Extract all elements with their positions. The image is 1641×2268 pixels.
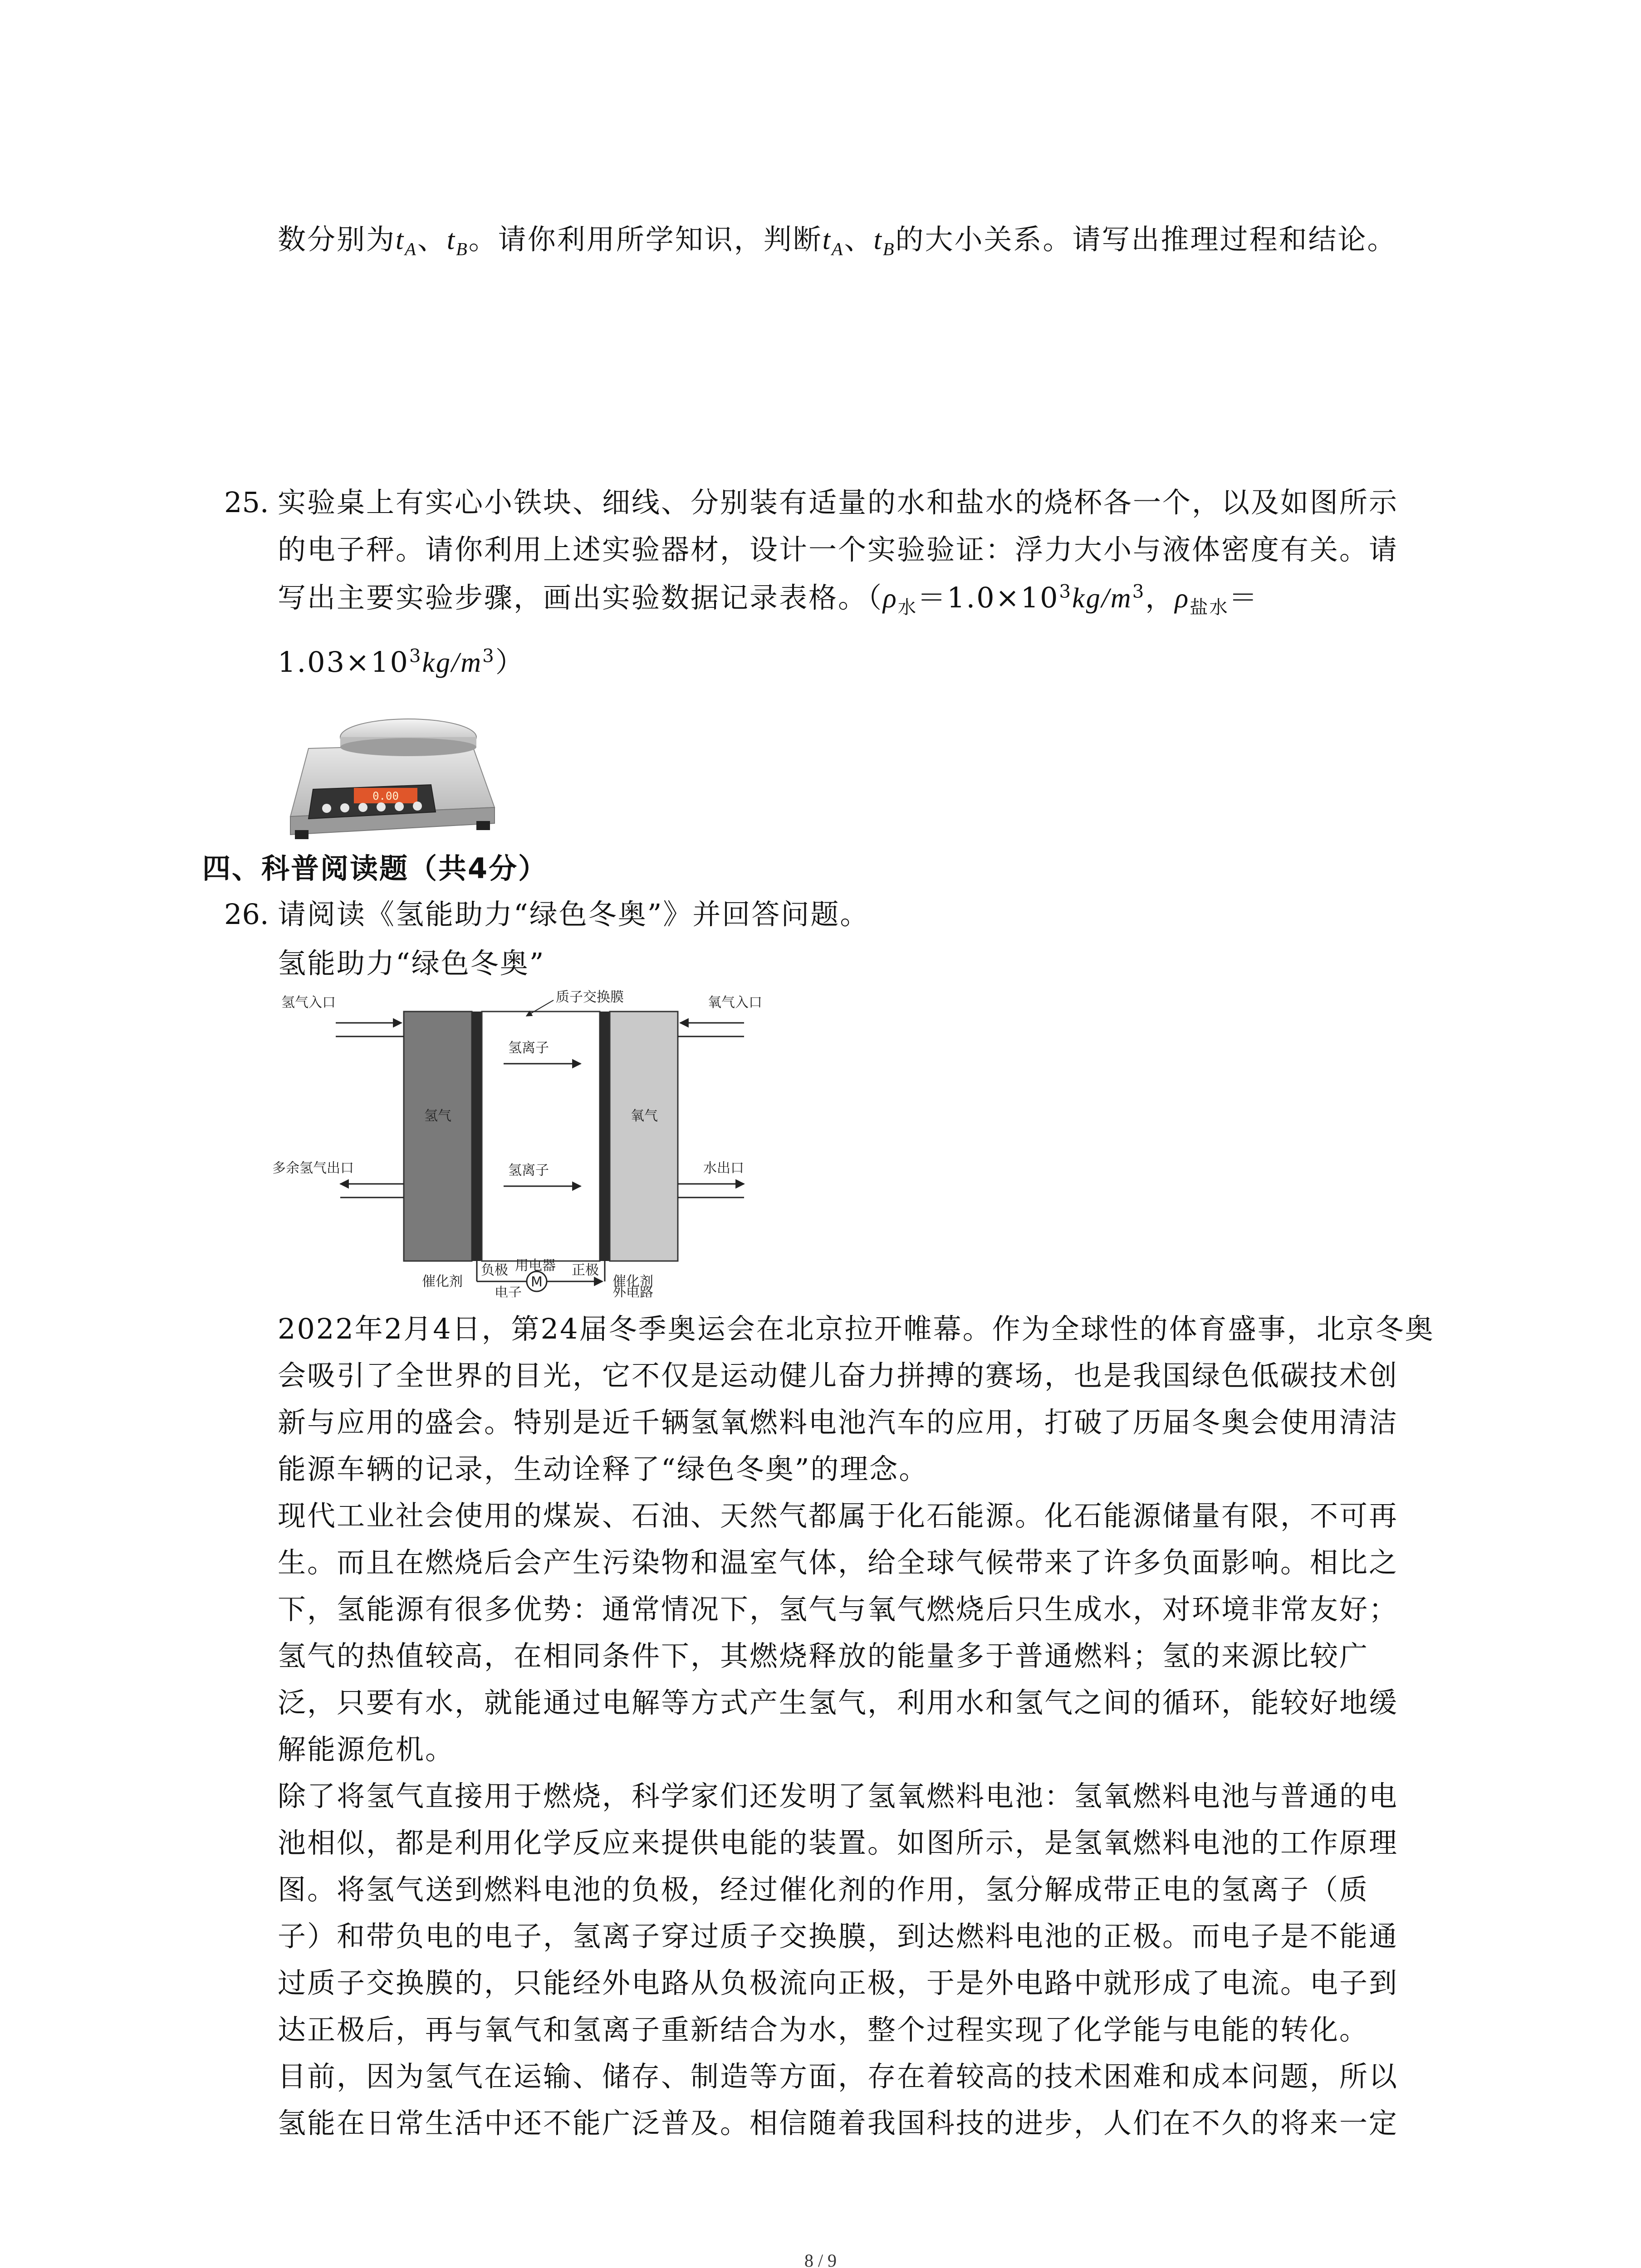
q25-number: 25. bbox=[224, 486, 269, 519]
appliance-label: 用电器 bbox=[515, 1258, 556, 1274]
article-line: 子）和带负电的电子，氢离子穿过质子交换膜，到达燃料电池的正极。而电子是不能通 bbox=[278, 1920, 1399, 1953]
oxygen-chamber-label: 氧气 bbox=[631, 1108, 658, 1124]
article-line: 目前，因为氢气在运输、储存、制造等方面，存在着较高的技术困难和成本问题，所以 bbox=[278, 2060, 1399, 2093]
article-line: 氢能在日常生活中还不能广泛普及。相信随着我国科技的进步，人们在不久的将来一定 bbox=[278, 2107, 1399, 2140]
excess-hydrogen-outlet-label: 多余氢气出口 bbox=[272, 1160, 354, 1176]
q25-line-3: 写出主要实验步骤，画出实验数据记录表格。（$\rho_水=1.0\times 10^3kg/m^3$，$\rho_{盐水}=$ bbox=[278, 581, 1259, 618]
article-line: 新与应用的盛会。特别是近千辆氢氧燃料电池汽车的应用，打破了历届冬奥会使用清洁 bbox=[278, 1406, 1399, 1439]
external-circuit-label: 外电路 bbox=[612, 1285, 653, 1297]
catalyst-right-label: 催化剂 bbox=[612, 1274, 653, 1290]
q24-tail-line: 数分别为$t_A$、$t_B$。请你利用所学知识，判断$t_A$、$t_B$的大小关系。请写出推理过程和结论。 bbox=[278, 223, 1397, 259]
catalyst-left-label: 催化剂 bbox=[422, 1274, 463, 1290]
water-outlet-label: 水出口 bbox=[703, 1160, 744, 1176]
negative-electrode-label: 负极 bbox=[481, 1262, 508, 1278]
article-line: 下，氢能源有很多优势：通常情况下，氢气与氧气燃烧后只生成水，对环境非常友好； bbox=[278, 1593, 1399, 1626]
motor-symbol: M bbox=[531, 1274, 543, 1290]
proton-membrane-label: 质子交换膜 bbox=[556, 989, 624, 1005]
article-line: 过质子交换膜的，只能经外电路从负极流向正极，于是外电路中就形成了电流。电子到 bbox=[278, 1966, 1399, 1999]
hydrogen-chamber-label: 氢气 bbox=[424, 1108, 451, 1124]
section-4-title: 四、科普阅读题（共4分） bbox=[202, 852, 548, 885]
hydrogen-ion-bottom-label: 氢离子 bbox=[508, 1163, 549, 1178]
page-number: 8 / 9 bbox=[804, 2250, 837, 2268]
q25-line-2: 的电子秤。请你利用上述实验器材，设计一个实验验证：浮力大小与液体密度有关。请 bbox=[278, 533, 1399, 566]
article-line: 现代工业社会使用的煤炭、石油、天然气都属于化石能源。化石能源储量有限，不可再 bbox=[278, 1499, 1399, 1532]
q25-line-4: $1.03\times 10^3kg/m^3$） bbox=[278, 645, 525, 679]
article-line: 氢气的热值较高，在相同条件下，其燃烧释放的能量多于普通燃料；氢的来源比较广 bbox=[278, 1639, 1369, 1672]
article-line: 除了将氢气直接用于燃烧，科学家们还发明了氢氧燃料电池：氢氧燃料电池与普通的电 bbox=[278, 1779, 1399, 1813]
hydrogen-ion-top-label: 氢离子 bbox=[508, 1040, 549, 1056]
article-line: 解能源危机。 bbox=[278, 1733, 455, 1766]
q26-prompt: 请阅读《氢能助力“绿色冬奥”》并回答问题。 bbox=[278, 898, 870, 931]
q26-number: 26. bbox=[224, 898, 269, 931]
fuel-cell-diagram bbox=[272, 989, 785, 1297]
oxygen-inlet-label: 氧气入口 bbox=[708, 995, 762, 1011]
article-line: 生。而且在燃烧后会产生污染物和温室气体，给全球气候带来了许多负面影响。相比之 bbox=[278, 1546, 1399, 1579]
q25-line-1: 实验桌上有实心小铁块、细线、分别装有适量的水和盐水的烧杯各一个，以及如图所示 bbox=[278, 486, 1399, 519]
hydrogen-inlet-label: 氢气入口 bbox=[281, 995, 336, 1011]
article-line: 图。将氢气送到燃料电池的负极，经过催化剂的作用，氢分解成带正电的氢离子（质 bbox=[278, 1873, 1369, 1906]
electronic-scale-image bbox=[281, 694, 499, 844]
scale-display: 0.00 bbox=[372, 790, 399, 802]
article-line: 泛，只要有水，就能通过电解等方式产生氢气，利用水和氢气之间的循环，能较好地缓 bbox=[278, 1686, 1399, 1719]
article-line: 达正极后，再与氧气和氢离子重新结合为水，整个过程实现了化学能与电能的转化。 bbox=[278, 2013, 1369, 2046]
article-title: 氢能助力“绿色冬奥” bbox=[278, 947, 545, 980]
article-line: 池相似，都是利用化学反应来提供电能的装置。如图所示，是氢氧燃料电池的工作原理 bbox=[278, 1826, 1399, 1859]
electron-label: 电子 bbox=[495, 1285, 522, 1297]
article-line: 2022年2月4日，第24届冬季奥运会在北京拉开帷幕。作为全球性的体育盛事，北京冬奥 bbox=[278, 1312, 1435, 1345]
article-line: 会吸引了全世界的目光，它不仅是运动健儿奋力拼搏的赛场，也是我国绿色低碳技术创 bbox=[278, 1359, 1399, 1392]
article-line: 能源车辆的记录，生动诠释了“绿色冬奥”的理念。 bbox=[278, 1452, 929, 1486]
positive-electrode-label: 正极 bbox=[572, 1262, 599, 1278]
